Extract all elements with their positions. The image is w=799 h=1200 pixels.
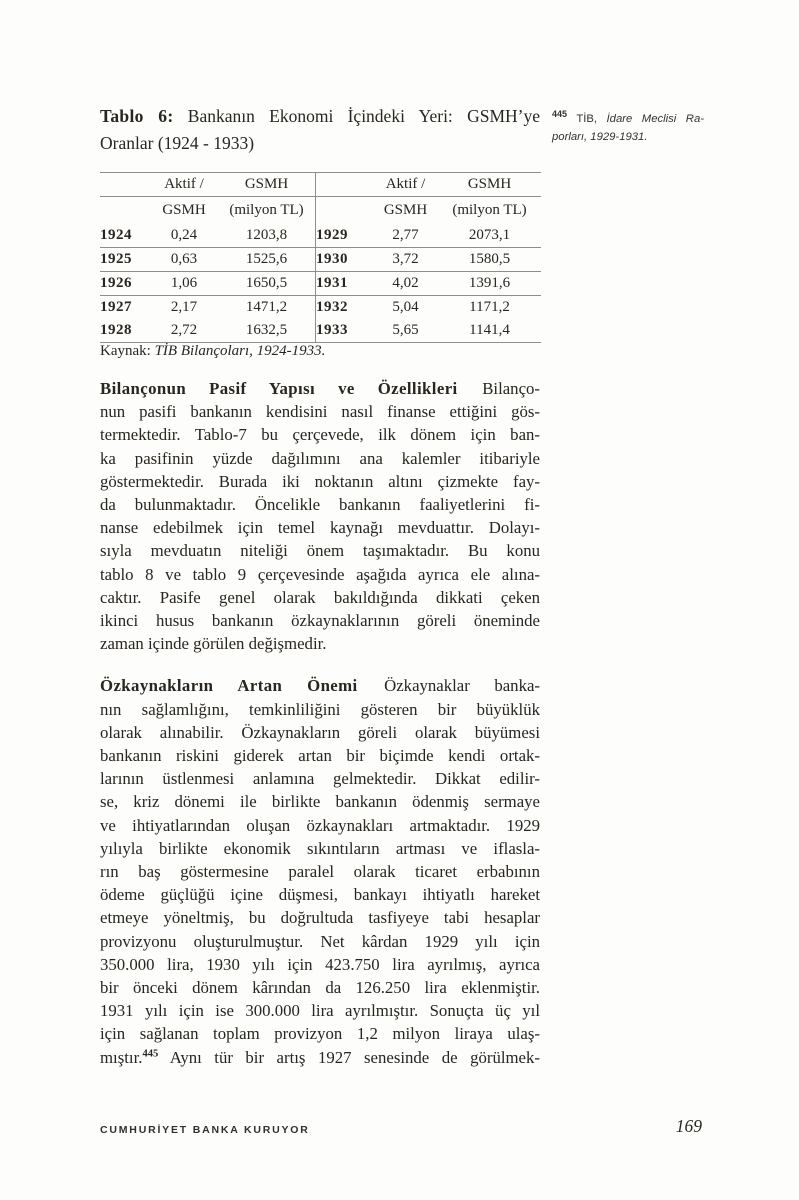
text-line: etmeye yöneltmiş, bu doğrultuda tasfiyeye tabi hesaplar bbox=[100, 908, 540, 928]
text-line: zaman içinde görülen değişmedir. bbox=[100, 634, 327, 654]
header-row-2 bbox=[100, 197, 541, 225]
gsmh-value-cell: 1171,2 bbox=[469, 299, 510, 315]
header-cell: GSMH bbox=[162, 202, 206, 218]
sidenote-line2: porları, 1929-1931. bbox=[552, 131, 648, 143]
table-row bbox=[100, 248, 541, 272]
text-line: bankanın riskini giderek artan bir biçimde kendi ortak- bbox=[100, 746, 540, 766]
sidenote-line1 bbox=[552, 110, 704, 128]
header-cell: (milyon TL) bbox=[229, 202, 304, 218]
footnote-marker: 445 bbox=[142, 1048, 159, 1060]
year-cell: 1931 bbox=[316, 272, 374, 296]
footnote-number: 445 bbox=[552, 109, 568, 120]
table-source-label: Kaynak: bbox=[100, 343, 151, 359]
year-cell: 1927 bbox=[100, 299, 132, 315]
paragraph bbox=[100, 674, 540, 1068]
paragraph-heading: Bilançonun Pasif Yapısı ve Özellikleri bbox=[100, 379, 458, 398]
header-cell bbox=[316, 173, 374, 197]
sidenote-author: TİB, bbox=[576, 113, 598, 125]
year-cell: 1932 bbox=[316, 296, 374, 320]
text-line: 1931 yılı için ise 300.000 lira ayrılmıştır. Sonuçta üç yıl bbox=[100, 1001, 540, 1021]
gsmh-value-cell: 1580,5 bbox=[438, 248, 541, 272]
aktif-gsmh-ratio-cell: 3,72 bbox=[373, 248, 438, 272]
body-text-column bbox=[100, 377, 540, 1069]
year-cell: 1924 bbox=[100, 224, 150, 248]
ratios-table-wrapper bbox=[100, 172, 540, 343]
text-line: mıştır.$^{445}$ Aynı tür bir artış 1927 senesinde de görülmek- bbox=[100, 1047, 540, 1067]
year-cell: 1925 bbox=[100, 248, 150, 272]
header-cell: GSMH bbox=[438, 173, 541, 197]
text-line: ve ihtiyatlarından oluşan özkaynakları artmaktadır. 1929 bbox=[100, 815, 540, 835]
text-line: termektedir. Tablo-7 bu çerçevede, ilk dönem için ban- bbox=[100, 425, 540, 445]
text-line: caktır. Pasife genel olarak bakıldığında dikkati çeken bbox=[100, 587, 540, 607]
gsmh-value-cell: 1391,6 bbox=[438, 272, 541, 296]
text-line: da bulunmaktadır. Öncelikle bankanın faaliyetlerini fi- bbox=[100, 495, 540, 515]
year-cell: 1933 bbox=[316, 319, 374, 343]
aktif-gsmh-ratio-cell: 4,02 bbox=[373, 272, 438, 296]
header-cell bbox=[100, 197, 150, 225]
gsmh-value-cell: 1650,5 bbox=[218, 272, 316, 296]
aktif-gsmh-ratio-cell: 1,06 bbox=[150, 272, 218, 296]
sidenote-work-title: İdare Meclisi Ra- bbox=[606, 113, 705, 125]
header-row-1 bbox=[100, 173, 541, 197]
text-line: se, kriz dönemi ile birlikte bankanın ödenmiş sermaye bbox=[100, 792, 540, 812]
text-line: ikinci husus bankanın özkaynaklarının göreli öneminde bbox=[100, 611, 540, 631]
year-cell: 1926 bbox=[100, 272, 150, 296]
header-cell bbox=[316, 197, 374, 225]
text-line: nun pasifi bankanın kendisini nasıl finanse ettiğini gös- bbox=[100, 402, 540, 422]
table-row bbox=[100, 296, 541, 320]
text-line: larının üstlenmesi anlamına gelmektedir. Dikkat edilir- bbox=[100, 769, 540, 789]
text-line: nanse edebilmek için temel kaynağı mevduattır. Dolayı- bbox=[100, 518, 540, 538]
header-cell: GSMH bbox=[383, 202, 428, 218]
running-head: CUMHURİYET BANKA KURUYOR bbox=[100, 1124, 310, 1136]
text-line: 350.000 lira, 1930 yılı için 423.750 lira ayrılmış, ayrıca bbox=[100, 954, 540, 974]
ratios-table bbox=[100, 172, 541, 343]
header-cell: Aktif / bbox=[373, 173, 438, 197]
text-line: yılıyla birlikte ekonomik sıkıntıların artması ve iflasla- bbox=[100, 838, 540, 858]
text-line: ka pasifinin yüzde dağılımını ana kalemler itibariyle bbox=[100, 448, 540, 468]
text-line: için sağlanan toplam provizyon 1,2 milyon liraya ulaş- bbox=[100, 1024, 540, 1044]
year-cell: 1929 bbox=[316, 224, 374, 248]
gsmh-value-cell: 1141,4 bbox=[469, 322, 510, 338]
text-line: bir önceki dönem kârından da 126.250 lira eklenmiştir. bbox=[100, 978, 540, 998]
text-line: Özkaynakların Artan Önemi Özkaynaklar banka- bbox=[100, 676, 540, 696]
aktif-gsmh-ratio-cell: 0,24 bbox=[150, 224, 218, 248]
gsmh-value-cell: 2073,1 bbox=[438, 224, 541, 248]
table-row bbox=[100, 272, 541, 296]
text-line: ödeme güçlüğü içine düşmesi, bankayı ihtiyatlı hareket bbox=[100, 885, 540, 905]
gsmh-value-cell: 1471,2 bbox=[245, 299, 288, 315]
table-row bbox=[100, 319, 541, 343]
gsmh-value-cell: 1525,6 bbox=[218, 248, 316, 272]
aktif-gsmh-ratio-cell: 5,04 bbox=[392, 299, 419, 315]
table-caption-line1 bbox=[100, 103, 540, 130]
paragraph-heading: Özkaynakların Artan Önemi bbox=[100, 676, 358, 696]
text-line: nın sağlamlığını, temkinliliğini gösteren bir büyüklük bbox=[100, 699, 540, 719]
header-cell: Aktif / bbox=[150, 173, 218, 197]
header-cell: (milyon TL) bbox=[452, 202, 527, 218]
aktif-gsmh-ratio-cell: 5,65 bbox=[392, 322, 419, 338]
aktif-gsmh-ratio-cell: 2,77 bbox=[373, 224, 438, 248]
text-line: sıyla mevduatın niteliği önem taşımaktadır. Bu konu bbox=[100, 541, 540, 561]
header-cell bbox=[100, 173, 150, 197]
aktif-gsmh-ratio-cell: 2,72 bbox=[170, 322, 198, 338]
table-caption-label: Tablo 6: bbox=[100, 106, 174, 126]
text-line: rın baş göstermesine paralel olarak ticaret erbabının bbox=[100, 862, 540, 882]
text-line: Bilançonun Pasif Yapısı ve Özellikleri Bilanço- bbox=[100, 379, 541, 398]
table-row bbox=[100, 224, 541, 248]
paragraph bbox=[100, 377, 540, 655]
table-caption-line2: Oranlar (1924 - 1933) bbox=[100, 132, 255, 153]
text-line: olarak alınabilir. Özkaynakların göreli olarak büyümesi bbox=[100, 722, 540, 742]
text-line: tablo 8 ve tablo 9 çerçevesinde aşağıda ayrıca ele alına- bbox=[100, 564, 540, 584]
text-line: provizyonu oluşturulmuştur. Net kârdan 1929 yılı için bbox=[100, 931, 540, 951]
table-source bbox=[100, 342, 540, 361]
table-caption bbox=[100, 103, 540, 156]
sidenote bbox=[552, 110, 704, 146]
text-line: göstermektedir. Burada iki noktanın altını çizmekte fay- bbox=[100, 471, 540, 491]
header-cell: GSMH bbox=[218, 173, 316, 197]
table-caption-text: Bankanın Ekonomi İçindeki Yeri: GSMH’ye bbox=[187, 106, 541, 126]
gsmh-value-cell: 1203,8 bbox=[218, 224, 316, 248]
page-number: 169 bbox=[675, 1116, 702, 1136]
gsmh-value-cell: 1632,5 bbox=[245, 322, 288, 338]
aktif-gsmh-ratio-cell: 2,17 bbox=[170, 299, 198, 315]
year-cell: 1930 bbox=[316, 248, 374, 272]
aktif-gsmh-ratio-cell: 0,63 bbox=[150, 248, 218, 272]
table-source-citation: TİB Bilançoları, 1924-1933. bbox=[154, 343, 326, 359]
year-cell: 1928 bbox=[100, 322, 132, 338]
